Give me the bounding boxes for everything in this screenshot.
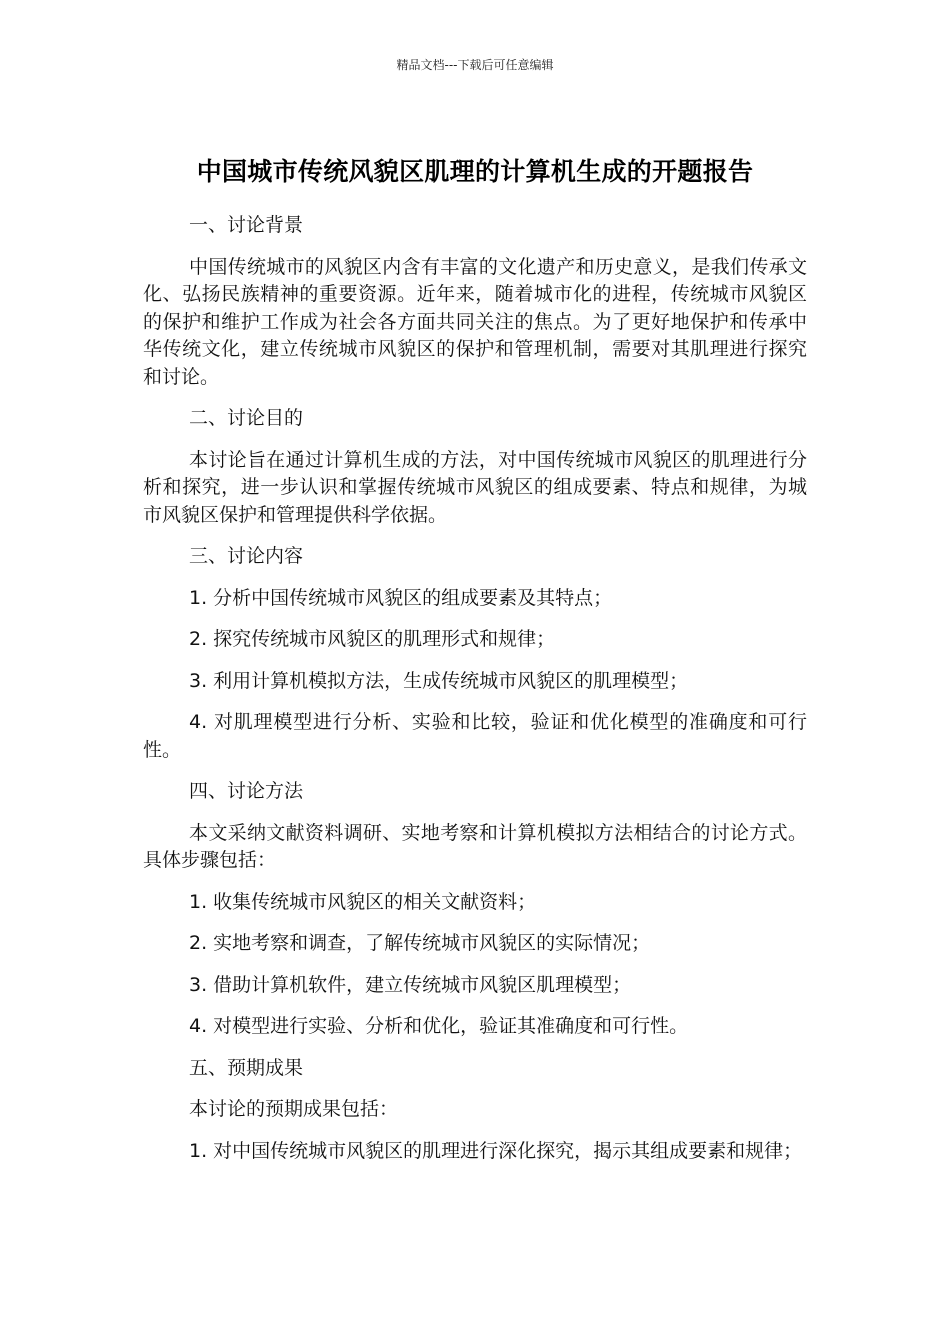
list-item-method-2: 2. 实地考察和调查，了解传统城市风貌区的实际情况； — [189, 932, 651, 954]
document-body — [143, 212, 807, 1179]
list-item-content-1: 1. 分析中国传统城市风貌区的组成要素及其特点； — [189, 586, 613, 609]
page-header-note: 精品文档---下载后可任意编辑 — [396, 58, 554, 72]
list-item-method-1: 1. 收集传统城市风貌区的相关文献资料； — [189, 890, 537, 913]
section-heading-purpose: 二、讨论目的 — [189, 407, 304, 429]
paragraph-purpose: 本讨论旨在通过计算机生成的方法，对中国传统城市风貌区的肌理进行分析和探究，进一步认识和掌握传统城市风貌区的组成要素、特点和规律，为城市风貌区保护和管理提供科学依据。 — [143, 448, 807, 526]
list-item-method-4: 4. 对模型进行实验、分析和优化，验证其准确度和可行性。 — [189, 1015, 689, 1037]
section-heading-background: 一、讨论背景 — [189, 214, 304, 236]
section-heading-outcomes: 五、预期成果 — [189, 1056, 304, 1079]
paragraph-background: 中国传统城市的风貌区内含有丰富的文化遗产和历史意义，是我们传承文化、弘扬民族精神的重要资源。近年来，随着城市化的进程，传统城市风貌区的保护和维护工作成为社会各方面共同关注的焦点。为了更好地保护和传承中华传统文化，建立传统城市风貌区的保护和管理机制，需要对其肌理进行探究和讨论。 — [143, 255, 807, 388]
section-heading-content: 三、讨论内容 — [189, 545, 304, 567]
list-item-content-2: 2. 探究传统城市风貌区的肌理形式和规律； — [189, 628, 556, 650]
paragraph-method: 本文采纳文献资料调研、实地考察和计算机模拟方法相结合的讨论方式。具体步骤包括： — [143, 821, 807, 871]
document-title: 中国城市传统风貌区肌理的计算机生成的开题报告 — [196, 156, 754, 186]
section-heading-method: 四、讨论方法 — [189, 780, 304, 802]
paragraph-outcomes-intro: 本讨论的预期成果包括： — [189, 1098, 399, 1120]
list-item-outcomes-1: 1. 对中国传统城市风貌区的肌理进行深化探究，揭示其组成要素和规律； — [189, 1139, 803, 1162]
list-item-content-4: 4. 对肌理模型进行分析、实验和比较，验证和优化模型的准确度和可行性。 — [143, 711, 807, 761]
list-item-content-3: 3. 利用计算机模拟方法，生成传统城市风貌区的肌理模型； — [189, 669, 689, 692]
list-item-method-3: 3. 借助计算机软件，建立传统城市风貌区肌理模型； — [189, 973, 632, 996]
